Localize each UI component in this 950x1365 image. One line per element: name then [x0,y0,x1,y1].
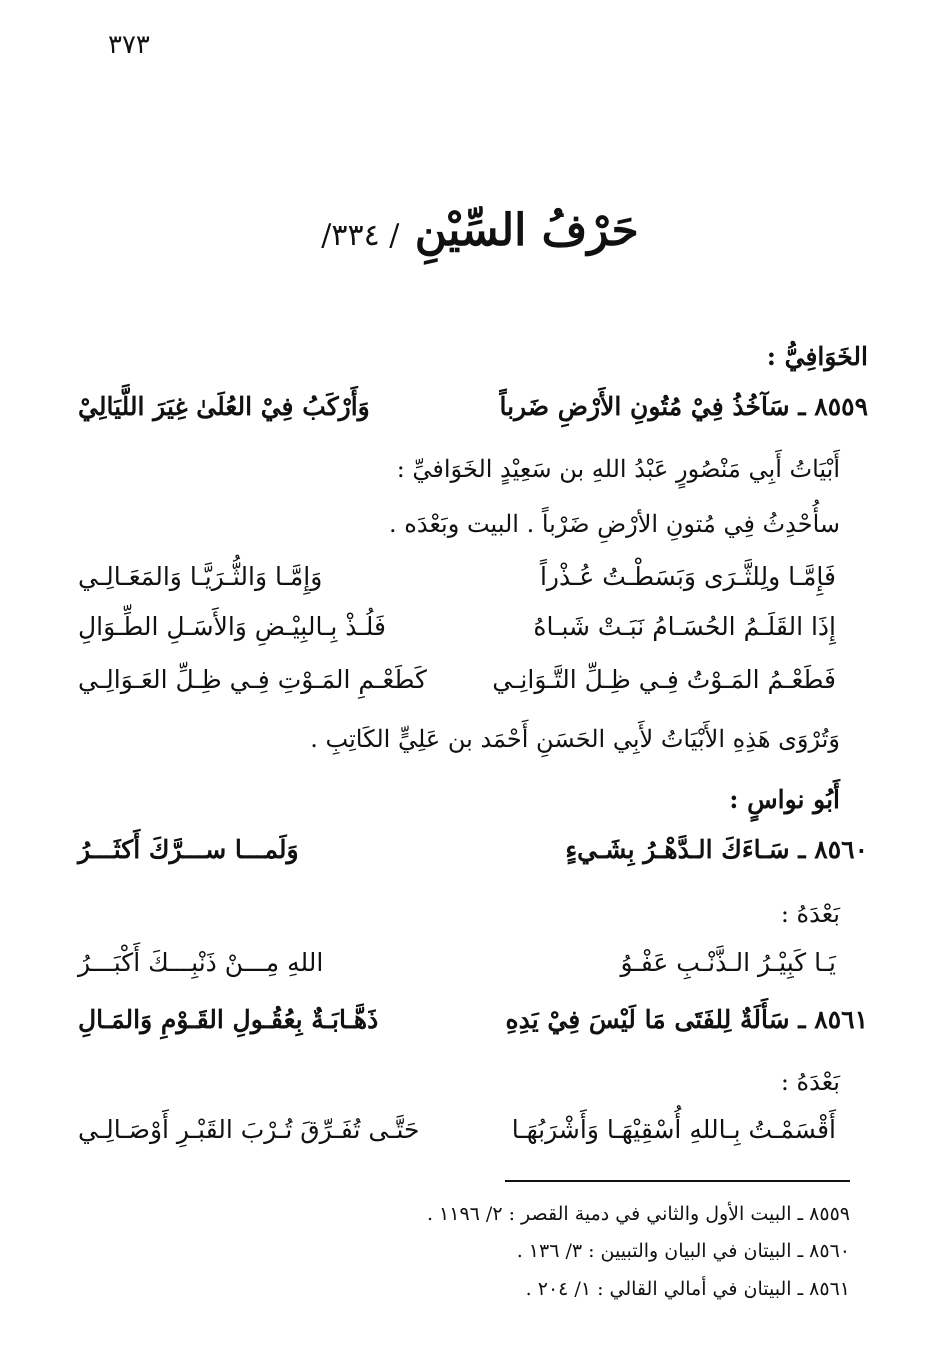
verse-first-hemistich: ٨٥٦٠ ـ سَـاءَكَ الـدَّهْـرُ بِشَـيءٍ [565,835,868,864]
chapter-title [0,205,950,256]
prose-note: أَبْيَاتُ أَبِي مَنْصُورٍ عَبْدُ اللهِ بن سَعِيْدٍ الخَوَافيِّ : [396,455,840,483]
footnote: ٨٥٦٠ ـ البيتان في البيان والتبيين : ٣/ ١٣٦ . [516,1240,850,1262]
verse-first-hemistich: فَإِمَّـا ولِلثَّـرَى وَبَسَطْـتُ عُـذْراً [539,562,836,591]
verse-8559 [78,392,868,432]
verse-first-hemistich: أَقْسَمْـتُ بِـاللهِ أُسْقِيْهَـا وَأَشْرَبُهَـا [511,1115,836,1144]
verse-second-hemistich: حَتَّـى تُفَـرِّقَ تُـرْبَ القَبْـرِ أَوْصَـالِـي [78,1115,420,1144]
verse-8561 [78,1005,868,1045]
verse-second-hemistich: كَطَعْـمِ المَـوْتِ فِـي ظِـلِّ العَـوَالِـي [78,665,427,694]
prose-note: سأُحْدِثُ فِي مُتونِ الأرْضِ ضَرْباً . البيت وبَعْدَه . [389,510,840,538]
prose-note: بَعْدَهُ : [780,1068,840,1096]
chapter-title-text: حَرْفُ السِّيْنِ [414,205,639,256]
verse-line [78,1115,868,1155]
poet-name: أَبُو نواسٍ : [729,785,840,814]
verse-second-hemistich: ذَهَّـابَـةٌ بِعُقُـولِ القَـوْمِ وَالمَـالِ [78,1005,379,1034]
verse-line [78,948,868,988]
verse-second-hemistich: فَلُـذْ بِـالبِيْـضِ وَالأَسَـلِ الطِّـوَالِ [78,612,386,641]
prose-note: بَعْدَهُ : [780,900,840,928]
poet-name: الخَوَافِيُّ : [766,342,868,371]
verse-first-hemistich: ٨٥٥٩ ـ سَآخُذُ فِيْ مُتُونِ الأَرْضِ ضَرباً [499,392,868,421]
page-number: ٣٧٣ [108,30,150,60]
verse-second-hemistich: وَلَمـــا ســـرَّكَ أَكثَـــرُ [78,835,299,864]
verse-first-hemistich: إِذَا القَلَـمُ الحُسَـامُ نَبَـتْ شَبـاهُ [533,612,836,641]
footnote: ٨٥٦١ ـ البيتان في أمالي القالي : ١/ ٢٠٤ . [525,1278,850,1300]
footnote-divider [505,1180,850,1182]
verse-first-hemistich: يَـا كَبِيْـرُ الـذَّنْـبِ عَفْـوُ [620,948,836,977]
chapter-number: / ٣٣٤/ [321,218,400,253]
verse-first-hemistich: ٨٥٦١ ـ سَأَلَةٌ لِلفَتَى مَا لَيْسَ فِيْ يَدِهِ [505,1005,868,1034]
prose-note: وَتُرْوَى هَذِهِ الأَبْيَاتُ لأَبِي الحَسَنِ أَحْمَد بن عَلِيٍّ الكَاتِبِ . [310,725,840,753]
verse-first-hemistich: فَطَعْـمُ المَـوْتُ فِـي ظِـلِّ التَّـوَانِـي [492,665,836,694]
verse-second-hemistich: وَأَرْكَبُ فِيْ العُلَىٰ غِيَرَ اللَّيَالِيْ [78,392,370,421]
footnote: ٨٥٥٩ ـ البيت الأول والثاني في دمية القصر : ٢/ ١١٩٦ . [426,1203,850,1225]
verse-line [78,562,868,602]
verse-second-hemistich: وَإِمَّـا وَالثُّـرَيَّـا وَالمَعَـالِـي [78,562,323,591]
verse-8560 [78,835,868,875]
verse-second-hemistich: اللهِ مِـــنْ ذَنْبِـــكَ أَكْبَـــرُ [78,948,324,977]
verse-line [78,612,868,652]
verse-line [78,665,868,705]
